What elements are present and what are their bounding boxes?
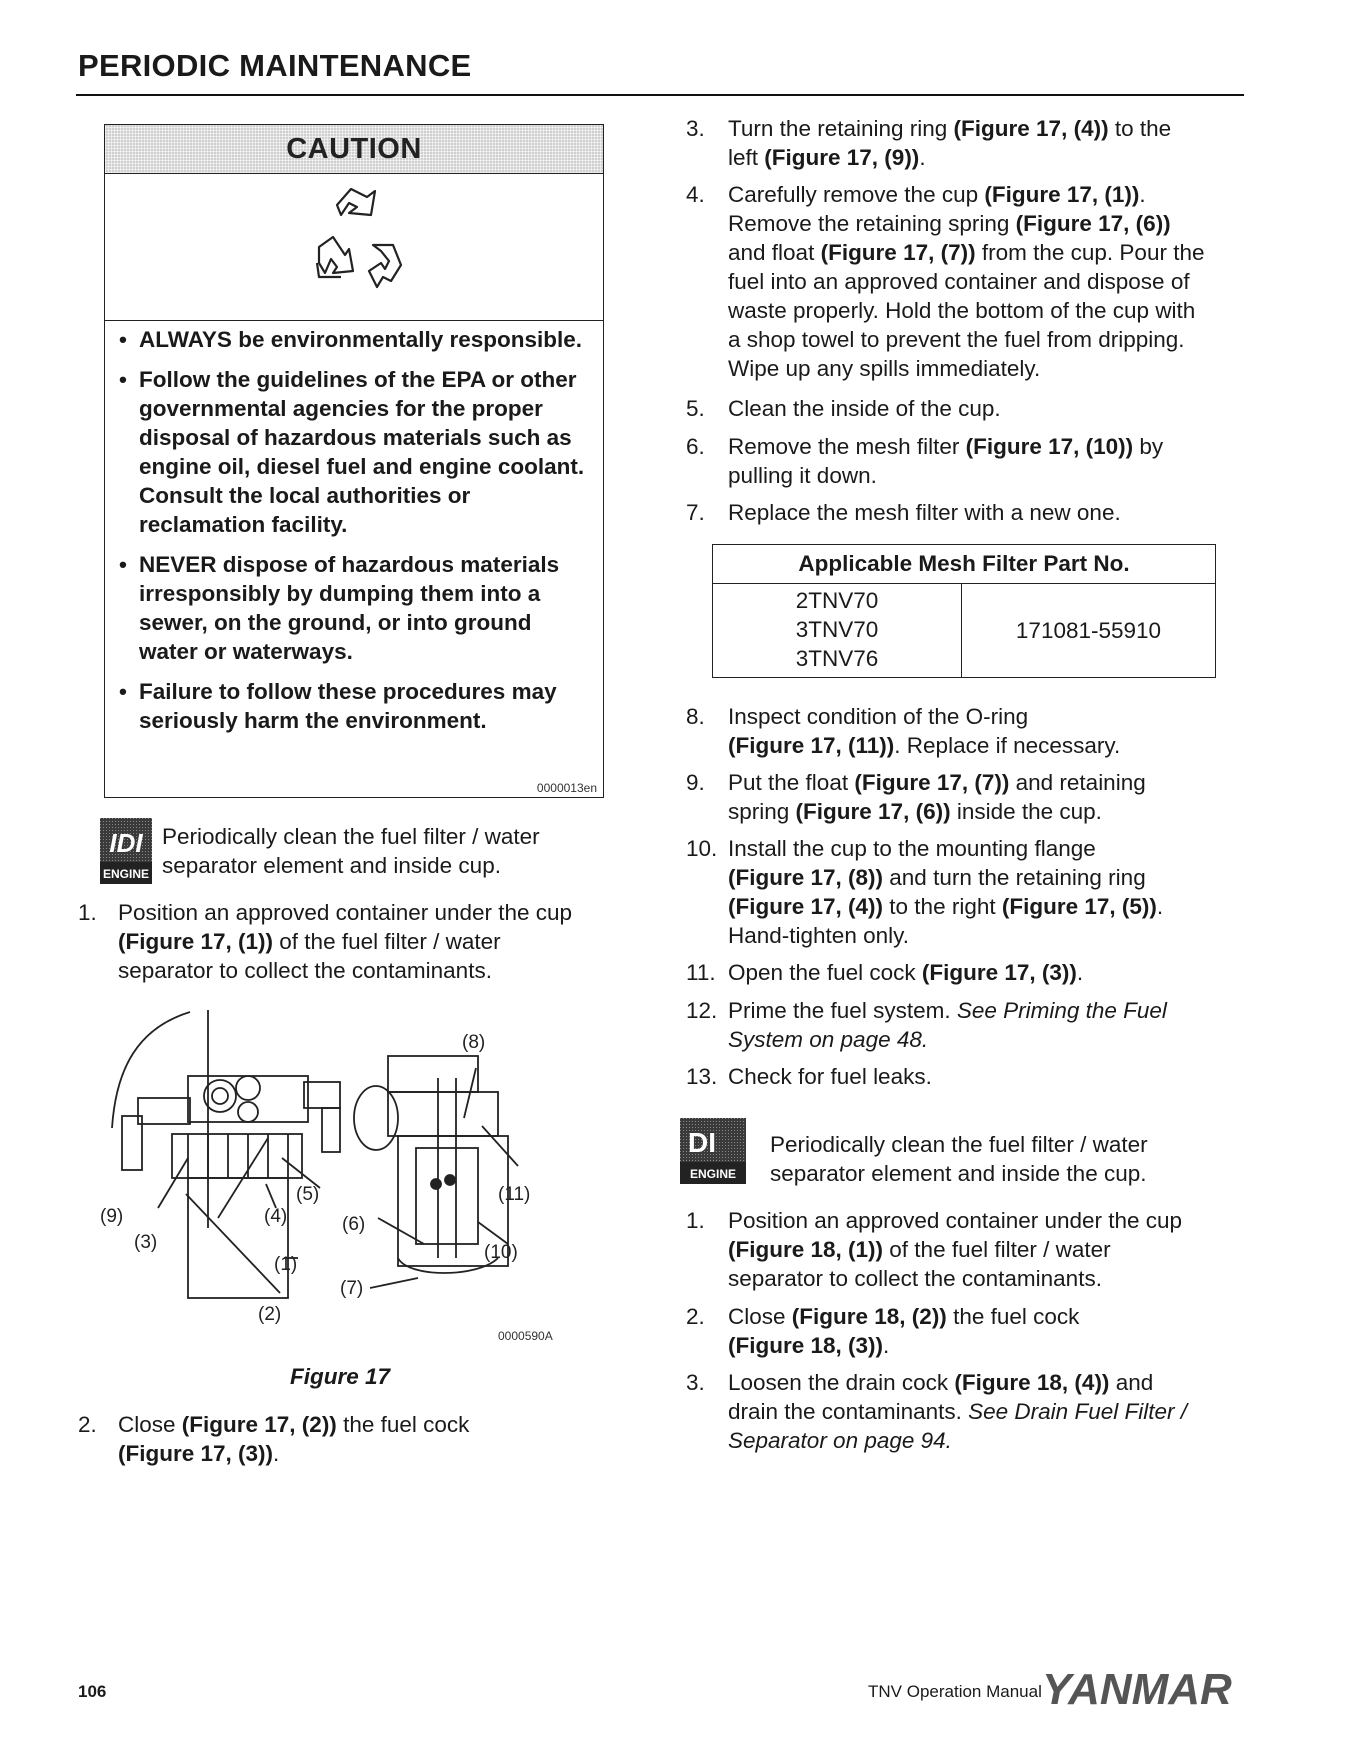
yanmar-logo [1040,1666,1240,1710]
callout-8: (8) [462,1032,486,1053]
callout-2: (2) [258,1304,282,1325]
cross-reference-link[interactable]: Separator on page 94. [728,1428,952,1453]
recycle-section [105,175,603,321]
callout-9: (9) [100,1206,124,1227]
cross-reference-link[interactable]: System on page 48. [728,1027,929,1052]
figure-caption: Figure 17 [290,1364,391,1389]
idi-icon-engine: ENGINE [102,867,150,881]
caution-item: • Follow the guidelines of the EPA or other governmental agencies for the proper disposal of hazardous materials such as engine oil, diesel fuel and engine coolant. Consult the local authorities or reclamation facility. [115,365,595,539]
page-number: 106 [78,1682,107,1701]
callout-6: (6) [342,1214,366,1235]
di-engine-icon [680,1118,746,1184]
idi-icon-label: IDI [109,828,143,858]
caution-item: • Failure to follow these procedures may seriously harm the environment. [115,677,595,735]
caution-box [104,124,604,798]
di-intro: Periodically clean the fuel filter / water separator element and inside the cup. [770,1132,1148,1186]
fuel-filter-diagram [98,1008,608,1348]
callout-10: (10) [484,1242,518,1263]
idi-intro: Periodically clean the fuel filter / water separator element and inside cup. [162,824,540,878]
cross-reference-link[interactable]: See Drain Fuel Filter / [968,1399,1187,1424]
figure-code: 0000590A [498,1329,553,1343]
table-cell-models: 2TNV70 3TNV70 3TNV76 [713,584,962,678]
idi-engine-icon [100,818,152,884]
callout-11: (11) [498,1184,531,1205]
callout-7: (7) [340,1278,364,1299]
callout-5: (5) [296,1184,320,1205]
caution-code: 0000013en [536,781,597,795]
caution-heading: CAUTION [105,125,603,174]
callout-4: (4) [264,1206,288,1227]
mesh-filter-table [712,544,1216,678]
manual-name: TNV Operation Manual [868,1682,1042,1701]
cross-reference-link[interactable]: See Priming the Fuel [956,998,1167,1023]
page-title: PERIODIC MAINTENANCE [78,48,472,83]
header-rule [76,94,1244,96]
caution-item: • NEVER dispose of hazardous materials irresponsibly by dumping them into a sewer, on the ground, or into ground water or waterways. [115,550,595,666]
table-cell-part-no: 171081-55910 [962,584,1216,678]
caution-item: • ALWAYS be environmentally responsible. [115,325,595,354]
di-icon-label: DI [688,1127,716,1158]
callout-3: (3) [134,1232,158,1253]
callout-1: (1) [274,1254,298,1275]
table-header: Applicable Mesh Filter Part No. [713,545,1216,584]
figure-17 [98,1008,608,1348]
yanmar-logo-text: YANMAR [1042,1666,1232,1710]
caution-list [115,325,595,746]
recycle-icon [105,175,605,320]
di-icon-engine: ENGINE [689,1167,737,1181]
